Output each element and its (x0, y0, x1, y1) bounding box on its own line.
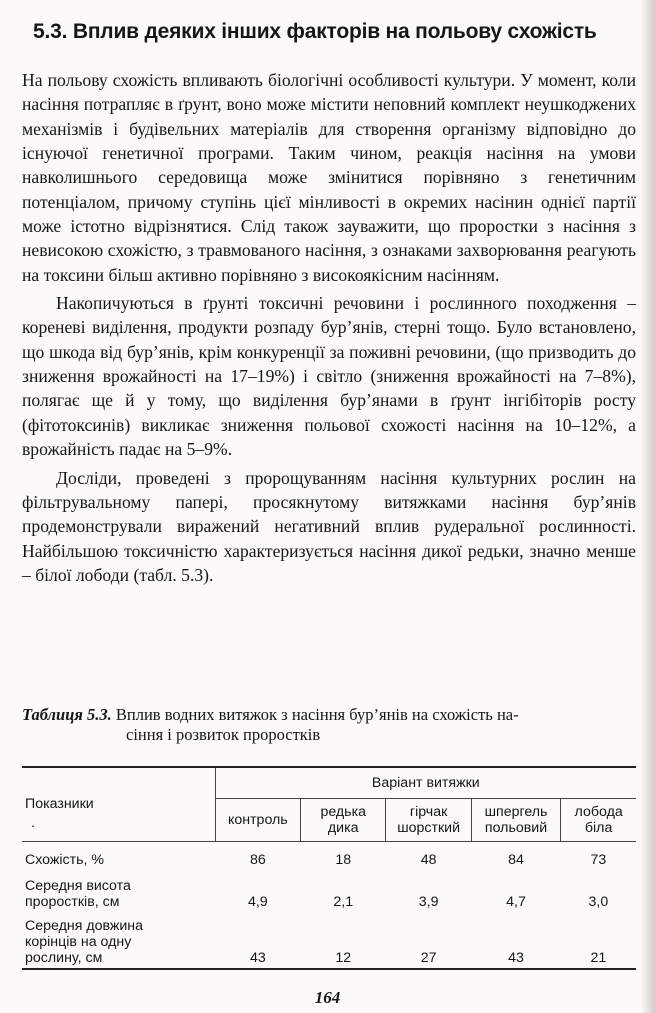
table-caption (22, 705, 636, 745)
table-cell: 43 (508, 950, 524, 966)
table-row (22, 870, 636, 912)
row-label-line: Середня довжина (25, 918, 144, 934)
table-header-indicators (22, 767, 215, 842)
row-label-line: корінців на одну (25, 934, 132, 950)
table-cell: 73 (590, 852, 607, 868)
column-header-wild-radish (301, 799, 386, 842)
page-number: 164 (314, 988, 341, 1007)
table-cell: 18 (335, 852, 352, 868)
section-heading: 5.3. Вплив деяких інших факторів на польову схожість (33, 20, 597, 43)
table-cell: 48 (420, 852, 437, 868)
column-header-line-2: польовий (484, 820, 548, 836)
row-label-line: рослину, см (25, 950, 103, 966)
column-header-line-1: лобода (574, 804, 623, 820)
column-header-line-2: шорсткий (397, 820, 461, 836)
table-cell: 84 (508, 852, 524, 868)
column-header-corn-spurry (471, 799, 560, 842)
table-row (22, 842, 636, 871)
column-header-line-1: контроль (227, 812, 288, 828)
row-label (22, 870, 215, 912)
column-header-rough-knotweed (386, 799, 471, 842)
table-cell: 2,1 (333, 894, 354, 910)
table-cell: 27 (420, 950, 437, 966)
column-header-white-goosefoot (561, 799, 636, 842)
table-caption-line-2: сіння і розвиток проростків (126, 725, 321, 744)
table-header-indicators-label: Показники (25, 796, 94, 812)
table-cell: 12 (335, 950, 352, 966)
table-cell: 43 (249, 950, 266, 966)
table-caption-line-1: Вплив водних витяжок з насіння бур’янів на схожість на- (115, 705, 519, 724)
row-label-line: Схожість, % (25, 852, 105, 868)
row-label (22, 842, 215, 871)
table-header-row (22, 767, 636, 799)
paragraph-2: Накопичуються в ґрунті токсичні речовини і рослинного походження – кореневі виділення, продукти розпаду бур’янів, стерні тощо. Було встановлено, що шкода від бур’янів, крім конкуренції за поживні речовини, (що призводить до зниження врожайності на 17–19%) і світло (зниження врожайності на 7–8%), полягає ще й у тому, що виділення бур’янами в ґрунт інгібіторів росту (фітотоксинів) викликає зниження польової схожості насіння на 10–12%, а врожайність падає на 5–9%. (22, 293, 636, 460)
column-header-control (215, 799, 300, 842)
paragraph-3: Досліди, проведені з пророщуванням насіння культурних рослин на фільтрувальному папері, просякнутому витяжками насіння бур’янів продемонстрували виражений негативний вплив рудеральної рослинності. Найбільшою токсичністю характеризується насіння дикої редьки, значно менше – білої лободи (табл. 5.3). (22, 467, 636, 585)
table-cell: 4,9 (247, 894, 268, 910)
column-header-line-2: біла (584, 820, 613, 836)
table-cell: 3,0 (588, 894, 609, 910)
table-row (22, 912, 636, 969)
table-caption-label: Таблиця 5.3. (22, 705, 112, 724)
column-header-line-2: дика (327, 820, 359, 836)
body-text (22, 68, 636, 591)
paragraph-1: На польову схожість впливають біологічні особливості культури. У момент, коли насіння потрапляє в ґрунт, воно може містити неповний комплект неушкоджених механізмів і будівельних матеріалів для створення організму відповідно до існуючої генетичної програми. Таким чином, реакція насіння на умови навколишнього середовища може змінитися порівняно з генетичним потенціалом, причому ступінь цієї мінливості в окремих насінин однієї партії може істотно відрізнятися. Слід також зауважити, що проростки з насіння з невисокою схожістю, з травмованого насіння, з ознаками захворювання реагують на токсини більш активно порівняно з високоякісним насінням. (22, 70, 636, 285)
table-header-group: Варіант витяжки (215, 767, 636, 799)
column-header-line-1: шпергель (484, 804, 548, 820)
row-label-line: Середня висота (25, 878, 131, 894)
column-header-line-1: гірчак (409, 804, 448, 820)
page-edge-shadow (641, 0, 655, 1013)
table-cell: 86 (249, 852, 266, 868)
table-cell: 4,7 (506, 894, 526, 910)
column-header-line-1: редька (320, 804, 366, 820)
row-label-line: проростків, см (25, 894, 120, 910)
table-header-dot: . (31, 815, 35, 831)
table-cell: 3,9 (418, 894, 439, 910)
row-label (22, 912, 215, 969)
table-cell: 21 (590, 950, 607, 966)
data-table (22, 766, 636, 970)
